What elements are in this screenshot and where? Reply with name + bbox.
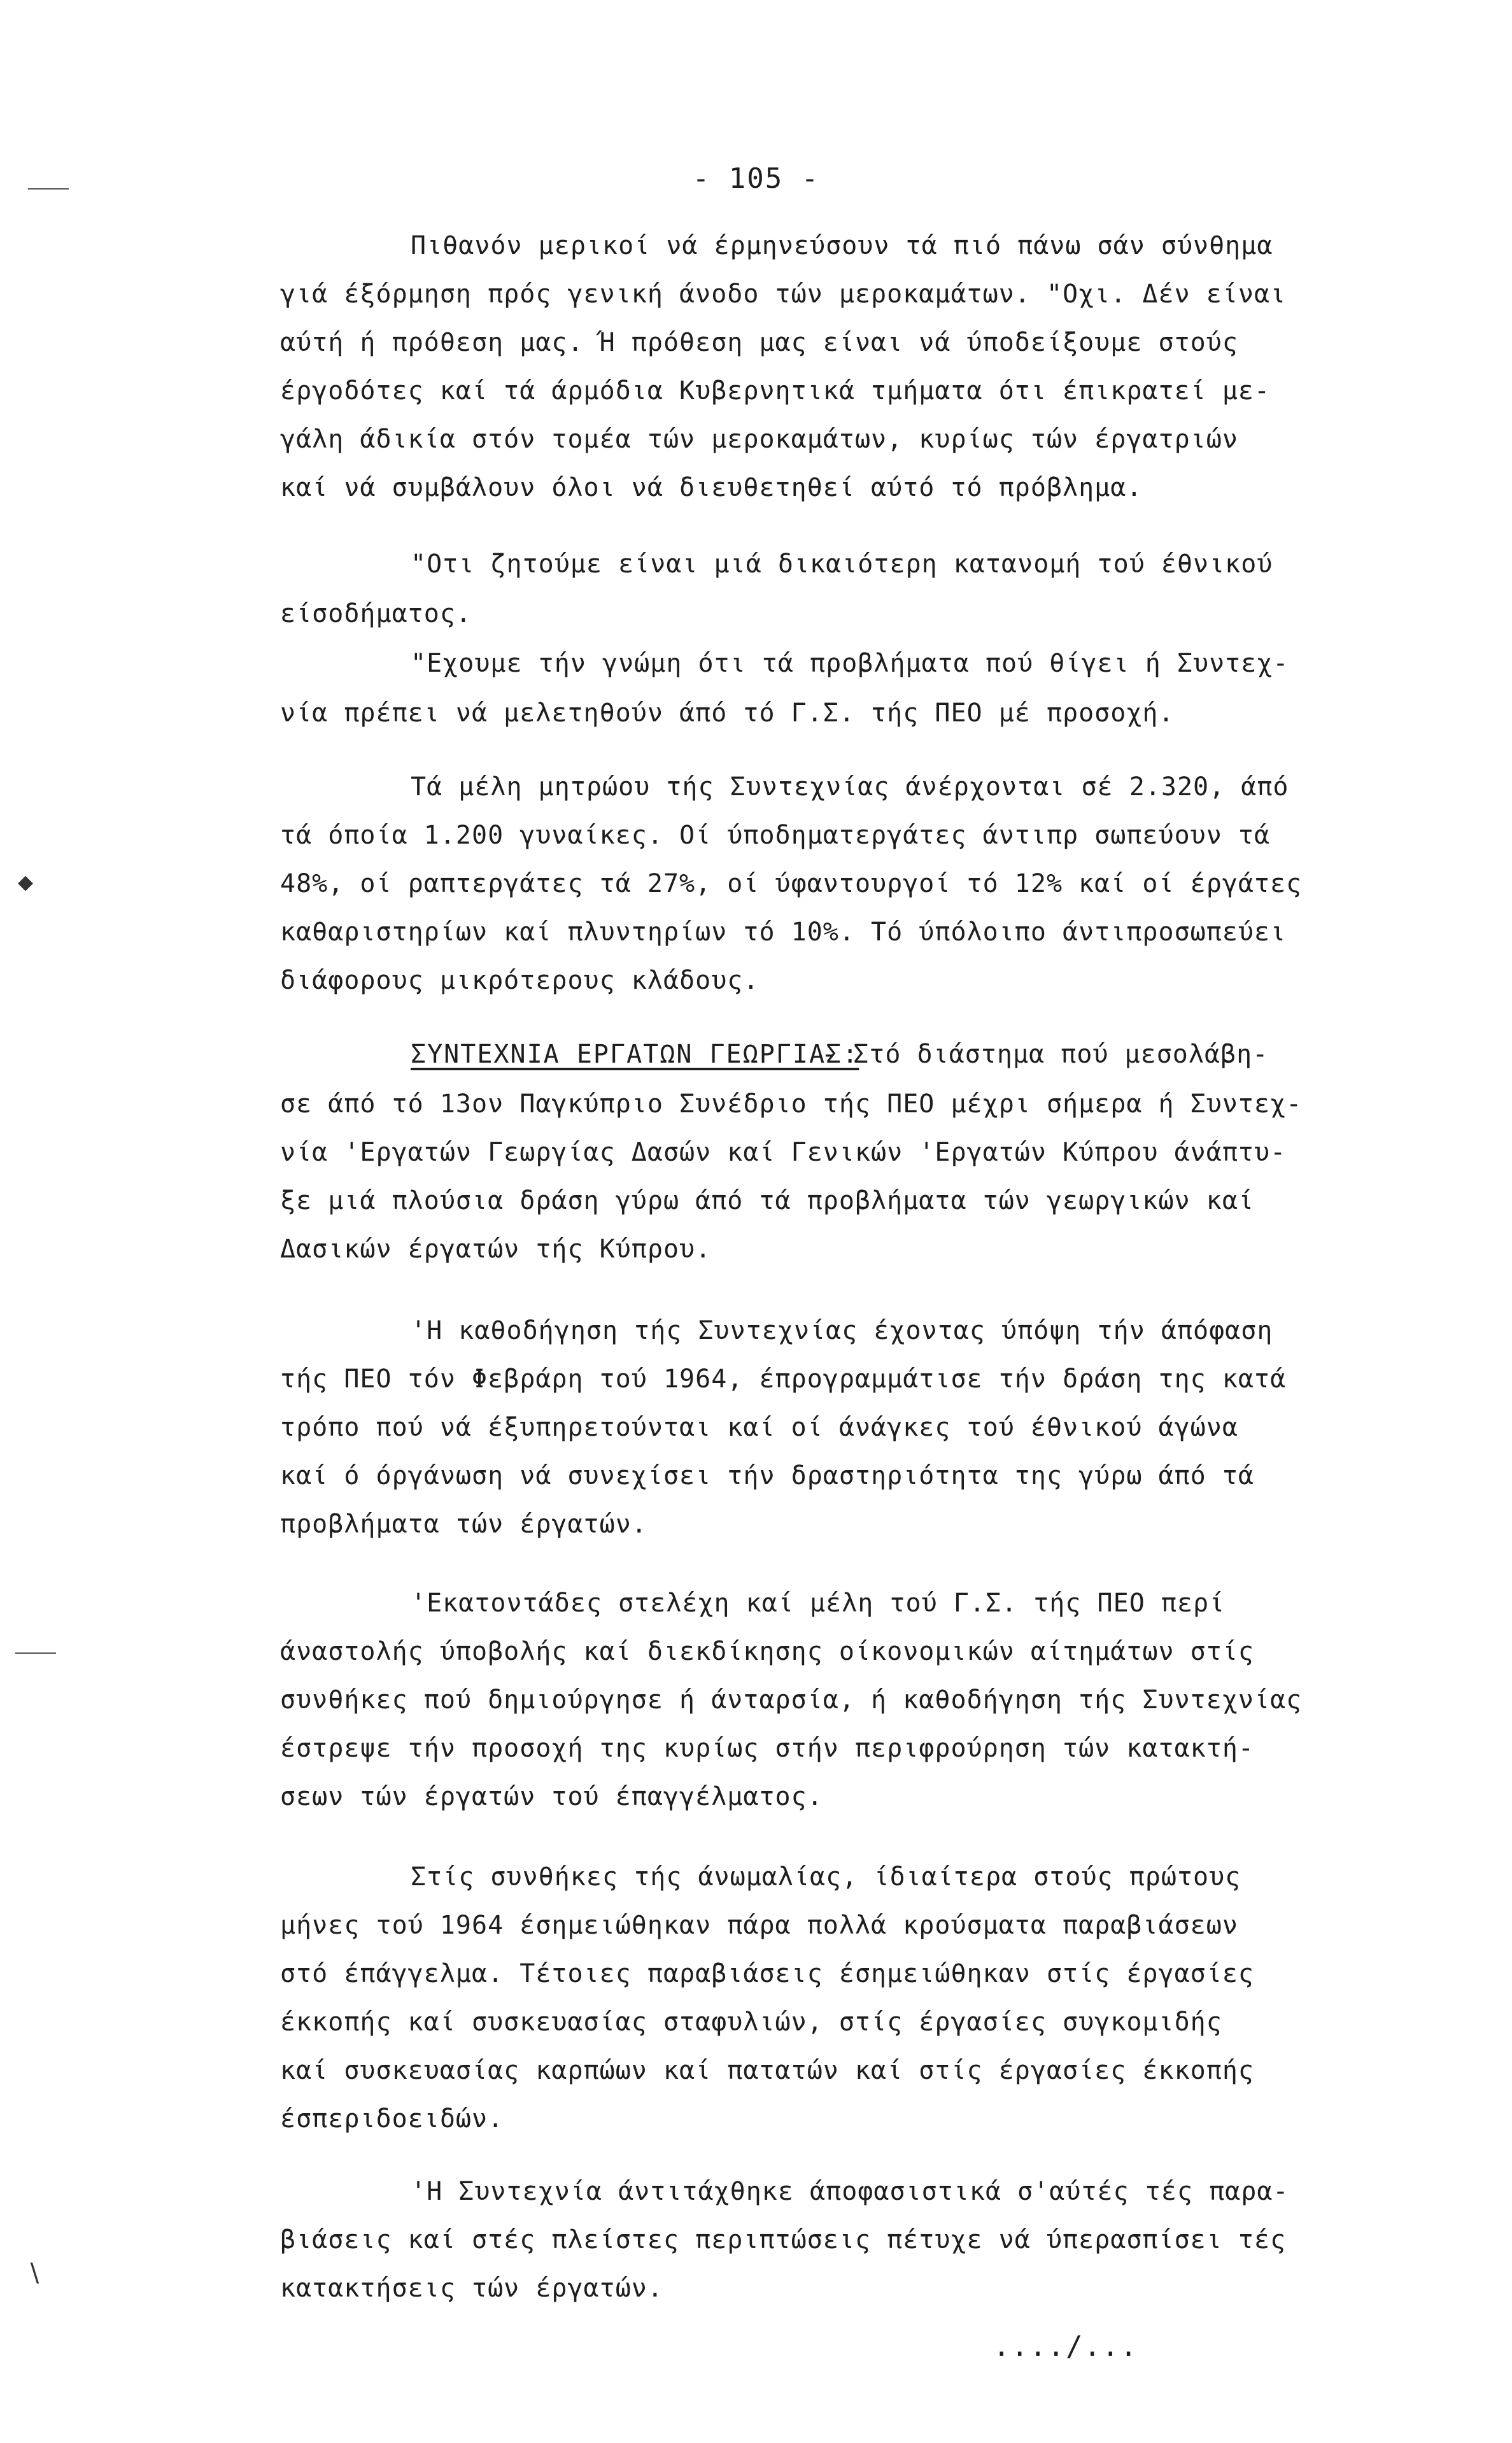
- page-number: - 105 -: [692, 162, 820, 195]
- text-line: καί συσκευασίας καρπώων καί πατατών καί στίς έργασίες έκκοπής: [280, 2056, 1255, 2085]
- text-line: "Οτι ζητούμε είναι μιά δικαιότερη κατανομή τού έθνικού: [411, 549, 1273, 579]
- text-line: γιά έξόρμηση πρός γενική άνοδο τών μεροκαμάτων. "Οχι. Δέν είναι: [280, 280, 1287, 309]
- text-line: μήνες τού 1964 έσημειώθηκαν πάρα πολλά κρούσματα παραβιάσεων: [280, 1911, 1238, 1940]
- text-line: "Εχουμε τήν γνώμη ότι τά προβλήματα πού θίγει ή Συντεχ-: [411, 649, 1289, 678]
- text-line: 48%, οί ραπτεργάτες τά 27%, οί ύφαντουργοί τό 12% καί οί έργάτες: [280, 869, 1303, 898]
- text-line: Τά μέλη μητρώου τής Συντεχνίας άνέρχονται σέ 2.320, άπό: [411, 772, 1289, 802]
- text-line: ξε μιά πλούσια δράση γύρω άπό τά προβλήματα τών γεωργικών καί: [280, 1186, 1255, 1215]
- text-line: καί ό όργάνωση νά συνεχίσει τήν δραστηριότητα της γύρω άπό τά: [280, 1461, 1255, 1491]
- text-line: 'Η καθοδήγηση τής Συντεχνίας έχοντας ύπόψη τήν άπόφαση: [411, 1316, 1273, 1345]
- text-line: έσπεριδοειδών.: [280, 2104, 504, 2134]
- text-line: σεων τών έργατών τού έπαγγέλματος.: [280, 1782, 823, 1811]
- margin-mark-icon: ⸺: [14, 1637, 57, 1666]
- text-line: έστρεψε τήν προσοχή της κυρίως στήν περιφρούρηση τών κατακτή-: [280, 1734, 1255, 1763]
- text-line: γάλη άδικία στόν τομέα τών μεροκαμάτων, κυρίως τών έργατριών: [280, 425, 1238, 454]
- text-line: Δασικών έργατών τής Κύπρου.: [280, 1235, 712, 1264]
- text-line: 'Εκατοντάδες στελέχη καί μέλη τού Γ.Σ. τής ΠΕΟ περί: [411, 1589, 1226, 1618]
- text-line: αύτή ή πρόθεση μας. Ή πρόθεση μας είναι νά ύποδείξουμε στούς: [280, 328, 1238, 357]
- text-line: νία πρέπει νά μελετηθούν άπό τό Γ.Σ. τής ΠΕΟ μέ προσοχή.: [280, 698, 1175, 728]
- text-line: καθαριστηρίων καί πλυντηρίων τό 10%. Τό ύπόλοιπο άντιπροσωπεύει: [280, 917, 1287, 947]
- text-line: έργοδότες καί τά άρμόδια Κυβερνητικά τμήματα ότι έπικρατεί με-: [280, 376, 1271, 406]
- text-line: σε άπό τό 13ον Παγκύπριο Συνέδριο τής ΠΕΟ μέχρι σήμερα ή Συντεχ-: [280, 1089, 1303, 1119]
- text-line: τά όποία 1.200 γυναίκες. Οί ύποδηματεργάτες άντιπρ σωπεύουν τά: [280, 821, 1271, 850]
- text-line: Στίς συνθήκες τής άνωμαλίας, ίδιαίτερα στούς πρώτους: [411, 1862, 1241, 1892]
- text-line: νία 'Εργατών Γεωργίας Δασών καί Γενικών 'Εργατών Κύπρου άνάπτυ-: [280, 1138, 1287, 1167]
- text-line: συνθήκες πού δημιούργησε ή άνταρσία, ή καθοδήγηση τής Συντεχνίας: [280, 1685, 1303, 1715]
- margin-mark-icon: ◆: [18, 867, 34, 896]
- text-line: 'Η Συντεχνία άντιτάχθηκε άποφασιστικά σ'αύτές τές παρα-: [411, 2177, 1289, 2206]
- section-heading: ΣΥΝΤΕΧΝΙΑ ΕΡΓΑΤΩΝ ΓΕΩΡΓΙΑΣ:: [411, 1040, 859, 1069]
- text-line: καί νά συμβάλουν όλοι νά διευθετηθεί αύτό τό πρόβλημα.: [280, 473, 1143, 502]
- text-line: - Στό διάστημα πού μεσολάβη-: [821, 1040, 1269, 1069]
- text-line: τρόπο πού νά έξυπηρετούνται καί οί άνάγκες τού έθνικού άγώνα: [280, 1413, 1238, 1442]
- text-line: Πιθανόν μερικοί νά έρμηνεύσουν τά πιό πάνω σάν σύνθημα: [411, 231, 1273, 260]
- text-line: βιάσεις καί στές πλείστες περιπτώσεις πέτυχε νά ύπερασπίσει τές: [280, 2225, 1287, 2255]
- margin-mark-icon: ⸺: [27, 173, 70, 202]
- text-line: κατακτήσεις τών έργατών.: [280, 2274, 663, 2303]
- continuation-marker: ..../...: [993, 2330, 1138, 2363]
- text-line: προβλήματα τών έργατών.: [280, 1510, 647, 1539]
- text-line: στό έπάγγελμα. Τέτοιες παραβιάσεις έσημειώθηκαν στίς έργασίες: [280, 1959, 1255, 1988]
- text-line: είσοδήματος.: [280, 599, 472, 628]
- text-line: τής ΠΕΟ τόν Φεβράρη τού 1964, έπρογραμμάτισε τήν δράση της κατά: [280, 1364, 1287, 1394]
- text-line: διάφορους μικρότερους κλάδους.: [280, 966, 760, 995]
- text-line: έκκοπής καί συσκευασίας σταφυλιών, στίς έργασίες συγκομιδής: [280, 2008, 1222, 2037]
- text-line: άναστολής ύποβολής καί διεκδίκησης οίκονομικών αίτημάτων στίς: [280, 1637, 1255, 1666]
- margin-mark-icon: ∖: [25, 2259, 42, 2288]
